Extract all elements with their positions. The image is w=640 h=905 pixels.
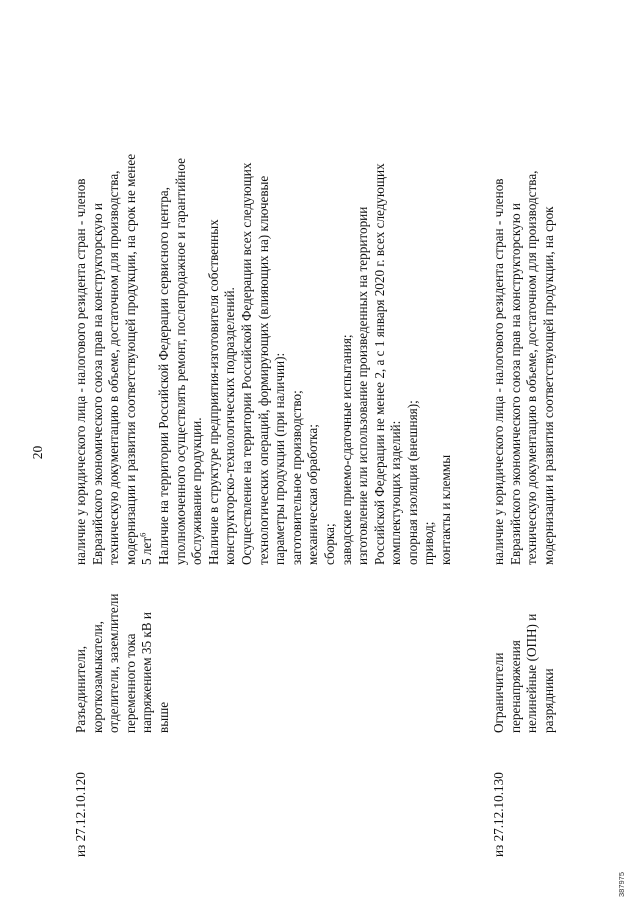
req-line: заготовительное производство; bbox=[288, 390, 304, 565]
name-line: Ограничители bbox=[491, 652, 506, 733]
product-code: из 27.12.10.120 bbox=[73, 772, 88, 857]
req-line: техническую документацию в объеме, достаточном для производства, bbox=[106, 170, 122, 565]
req-line-with-footnote bbox=[139, 55, 156, 565]
req-line: техническую документацию в объеме, достаточном для производства, bbox=[524, 170, 540, 565]
product-name bbox=[491, 571, 557, 733]
req-line: Российской Федерации не менее 2, а с 1 января 2020 г. всех следующих bbox=[371, 163, 387, 565]
req-line: Евразийского экономического союза прав на конструкторскую и bbox=[89, 203, 105, 565]
name-line: Разъединители, bbox=[73, 645, 88, 733]
req-line: 5 лет bbox=[139, 536, 155, 565]
name-line: короткозамыкатели, bbox=[89, 621, 105, 733]
req-line: модернизации и развития соответствующей продукции, на срок не менее bbox=[122, 153, 138, 565]
product-name bbox=[73, 571, 173, 733]
req-line: заводские приемо-сдаточные испытания; bbox=[338, 334, 354, 565]
req-line: параметры продукции (при наличии): bbox=[272, 352, 288, 565]
req-line: технологических операций, формирующих (влияющих на) ключевые bbox=[255, 175, 271, 565]
name-line: переменного тока bbox=[122, 633, 138, 733]
req-line: Наличие в структуре предприятия-изготовителя собственных bbox=[205, 219, 221, 565]
req-line: Осуществление на территории Российской Федерации всех следующих bbox=[238, 162, 254, 565]
footnote-mark: 6 bbox=[137, 532, 148, 537]
req-line: Евразийского экономического союза прав на конструкторскую и bbox=[507, 203, 523, 565]
req-line: модернизации и развития соответствующей продукции, на срок bbox=[540, 206, 556, 565]
name-line: напряжением 35 кВ и bbox=[139, 612, 155, 733]
name-line: отделители, заземлители bbox=[106, 593, 122, 733]
req-line: контакты и клеммы bbox=[438, 454, 454, 565]
requirements-text bbox=[73, 55, 455, 565]
page-number: 20 bbox=[30, 445, 45, 460]
name-line: нелинейные (ОПН) и bbox=[524, 613, 540, 733]
name-line: перенапряжения bbox=[507, 640, 523, 733]
product-code: из 27.12.10.130 bbox=[491, 772, 506, 857]
req-line: уполномоченного осуществлять ремонт, послепродажное и гарантийное bbox=[172, 158, 188, 565]
req-line: обслуживание продукции. bbox=[189, 417, 205, 565]
req-line: изготовление или использование произведенных на территории bbox=[355, 206, 371, 565]
req-line: наличие у юридического лица - налогового резидента стран - членов bbox=[491, 178, 506, 565]
req-line: конструкторско-технологических подразделений. bbox=[222, 287, 238, 565]
req-line: сборка; bbox=[321, 523, 337, 565]
req-line: комплектующих изделий: bbox=[388, 420, 404, 565]
req-line: Наличие на территории Российской Федерации сервисного центра, bbox=[155, 187, 171, 565]
req-line: механическая обработка; bbox=[305, 424, 321, 565]
name-line: выше bbox=[155, 701, 171, 733]
req-line: наличие у юридического лица - налогового резидента стран - членов bbox=[73, 178, 88, 565]
document-id: 387975 bbox=[617, 871, 626, 897]
req-line: опорная изоляция (внешняя); bbox=[404, 400, 420, 565]
name-line: разрядники bbox=[540, 668, 556, 733]
requirements-text bbox=[491, 55, 557, 565]
req-line: привод; bbox=[421, 521, 437, 565]
